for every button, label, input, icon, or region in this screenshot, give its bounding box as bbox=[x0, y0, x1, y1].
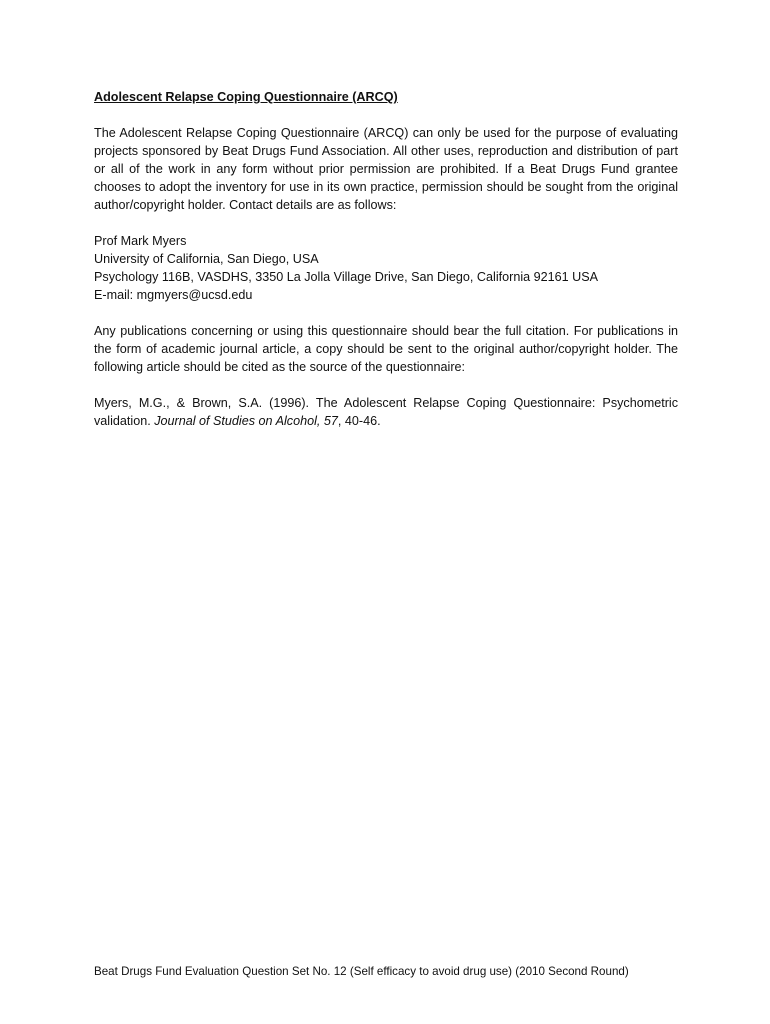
contact-institution: University of California, San Diego, USA bbox=[94, 252, 319, 266]
document-body bbox=[94, 88, 678, 448]
citation-authors-title: Myers, M.G., & Brown, S.A. (1996). The Adolescent Relapse Coping Questionnaire: Psychometric validation. bbox=[94, 396, 678, 428]
citation-journal: Journal of Studies on Alcohol, 57 bbox=[154, 414, 338, 428]
publications-paragraph: Any publications concerning or using this questionnaire should bear the full citation. For publications in the form of academic journal article, a copy should be sent to the original author/copyright holder. The following article should be cited as the source of the questionnaire: bbox=[94, 324, 678, 374]
contact-details bbox=[94, 232, 678, 304]
citation bbox=[94, 394, 678, 430]
citation-pages: , 40-46. bbox=[337, 414, 381, 428]
contact-address: Psychology 116B, VASDHS, 3350 La Jolla Village Drive, San Diego, California 92161 USA bbox=[94, 270, 599, 284]
page-footer: Beat Drugs Fund Evaluation Question Set No. 12 (Self efficacy to avoid drug use) (2010 Second Round) bbox=[94, 965, 629, 978]
intro-paragraph: The Adolescent Relapse Coping Questionnaire (ARCQ) can only be used for the purpose of evaluating projects sponsored by Beat Drugs Fund Association. All other uses, reproduction and distribution of part or all of the work in any form without prior permission are prohibited. If a Beat Drugs Fund grantee chooses to adopt the inventory for use in its own practice, permission should be sought from the original author/copyright holder. Contact details are as follows: bbox=[94, 126, 678, 212]
document-title: Adolescent Relapse Coping Questionnaire (ARCQ) bbox=[94, 90, 398, 104]
contact-email: E-mail: mgmyers@ucsd.edu bbox=[94, 288, 253, 302]
contact-name: Prof Mark Myers bbox=[94, 234, 187, 248]
